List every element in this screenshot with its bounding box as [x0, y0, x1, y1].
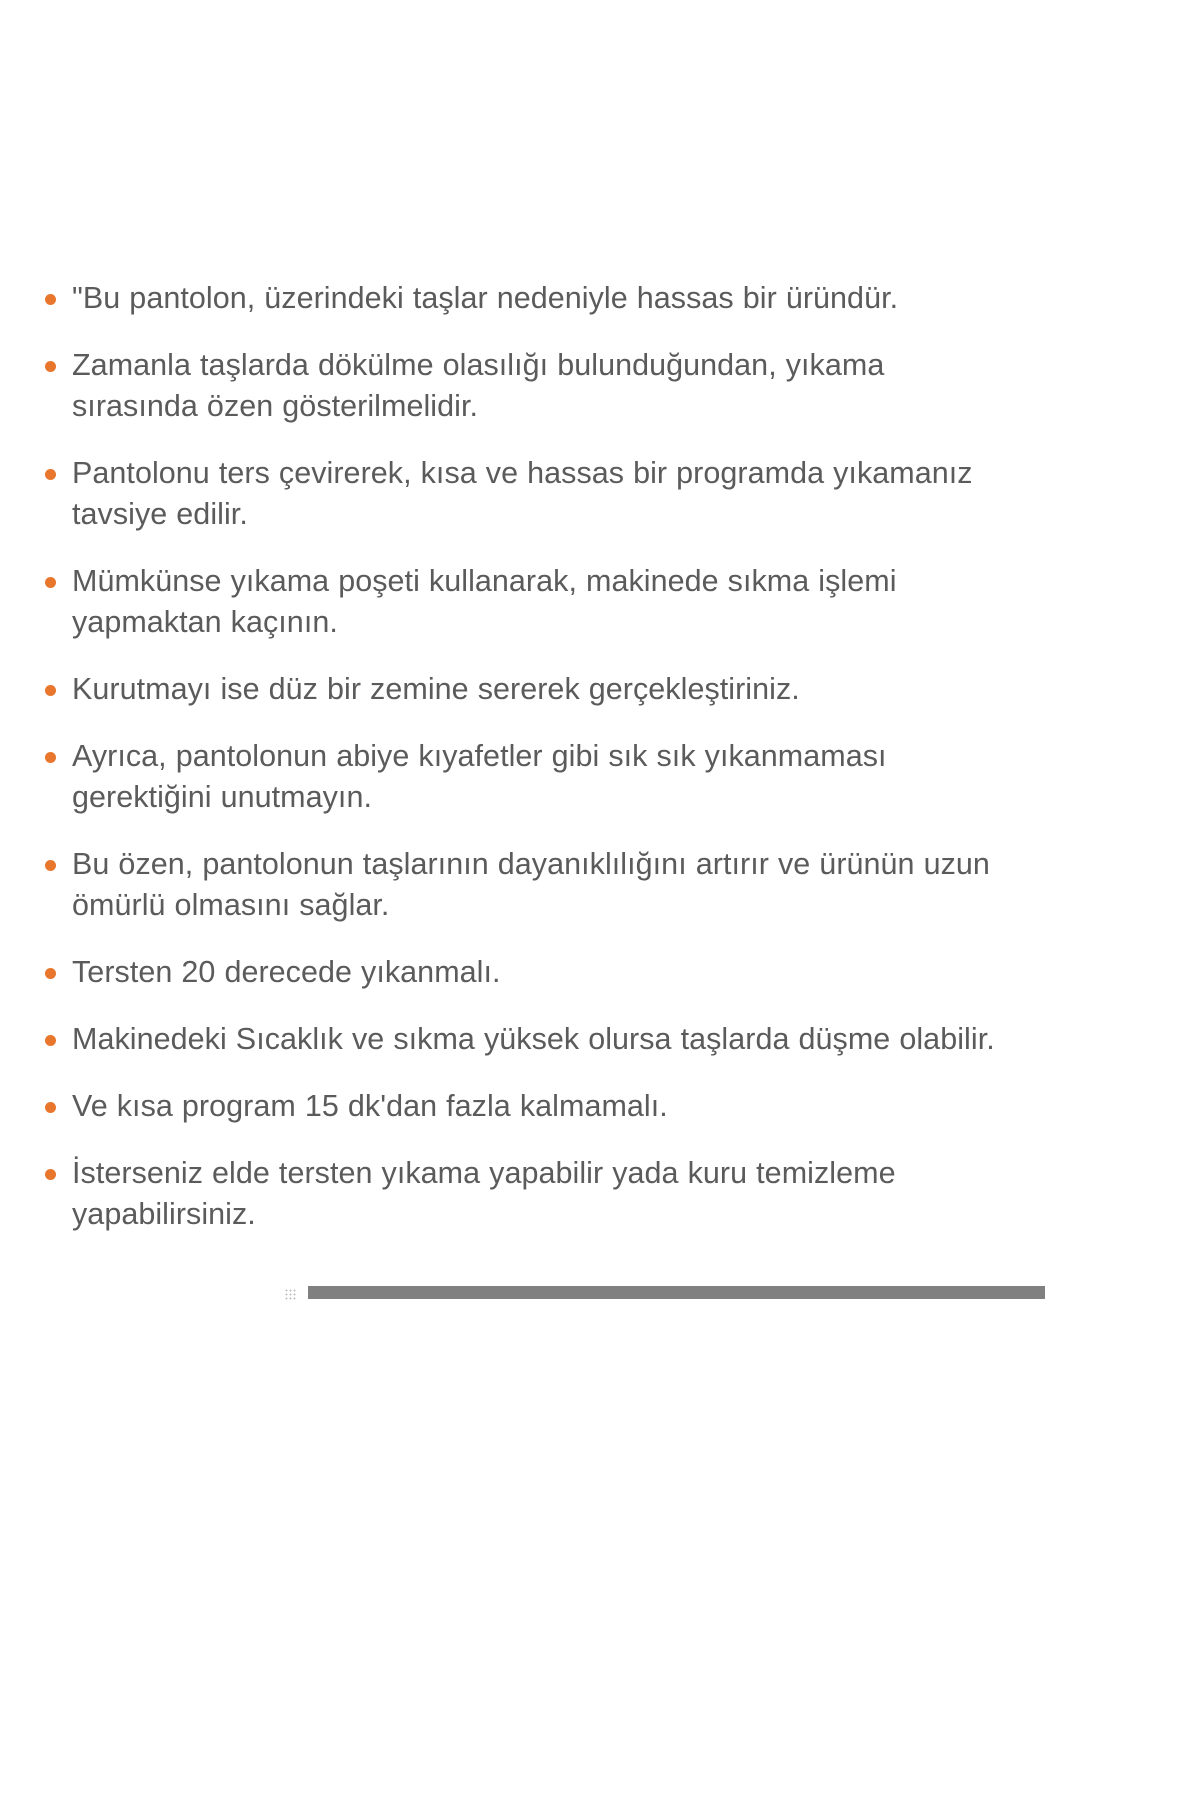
list-item-text: Bu özen, pantolonun taşlarının dayanıklılığını artırır ve ürünün uzun ömürlü olmasını sağlar.	[72, 847, 990, 922]
bullet-dot-icon	[45, 1102, 56, 1113]
bullet-dot-icon	[45, 968, 56, 979]
list-item-text: Kurutmayı ise düz bir zemine sererek gerçekleştiriniz.	[72, 672, 800, 706]
list-item-text: Zamanla taşlarda dökülme olasılığı bulunduğundan, yıkama sırasında özen gösterilmelidir.	[72, 348, 885, 423]
horizontal-scrollbar-thumb[interactable]	[308, 1286, 1045, 1299]
list-item	[0, 952, 1010, 993]
list-item	[0, 1019, 1010, 1060]
list-item-text: Pantolonu ters çevirerek, kısa ve hassas bir programda yıkamanız tavsiye edilir.	[72, 456, 973, 531]
bullet-dot-icon	[45, 685, 56, 696]
list-item	[0, 1153, 1010, 1235]
list-item	[0, 278, 1010, 319]
list-item-text: İsterseniz elde tersten yıkama yapabilir yada kuru temizleme yapabilirsiniz.	[72, 1156, 896, 1231]
bullet-dot-icon	[45, 469, 56, 480]
list-item	[0, 736, 1010, 818]
list-item	[0, 844, 1010, 926]
list-item	[0, 669, 1010, 710]
page-right-gutter	[1045, 0, 1200, 1800]
bullet-dot-icon	[45, 294, 56, 305]
list-item	[0, 345, 1010, 427]
bullet-dot-icon	[45, 1035, 56, 1046]
care-instructions-list	[0, 278, 1010, 1235]
list-item	[0, 1086, 1010, 1127]
resize-grip-icon[interactable]	[285, 1289, 296, 1300]
bullet-dot-icon	[45, 752, 56, 763]
bullet-dot-icon	[45, 577, 56, 588]
list-item-text: Ayrıca, pantolonun abiye kıyafetler gibi sık sık yıkanmaması gerektiğini unutmayın.	[72, 739, 887, 814]
list-item-text: Tersten 20 derecede yıkanmalı.	[72, 955, 501, 989]
bullet-dot-icon	[45, 1169, 56, 1180]
list-item-text: Mümkünse yıkama poşeti kullanarak, makinede sıkma işlemi yapmaktan kaçının.	[72, 564, 897, 639]
list-item-text: Ve kısa program 15 dk'dan fazla kalmamalı.	[72, 1089, 668, 1123]
bullet-dot-icon	[45, 361, 56, 372]
list-item-text: "Bu pantolon, üzerindeki taşlar nedeniyle hassas bir üründür.	[72, 281, 899, 315]
bullet-dot-icon	[45, 860, 56, 871]
list-item	[0, 561, 1010, 643]
list-item	[0, 453, 1010, 535]
list-item-text: Makinedeki Sıcaklık ve sıkma yüksek olursa taşlarda düşme olabilir.	[72, 1022, 995, 1056]
horizontal-scrollbar[interactable]	[0, 1286, 1045, 1302]
